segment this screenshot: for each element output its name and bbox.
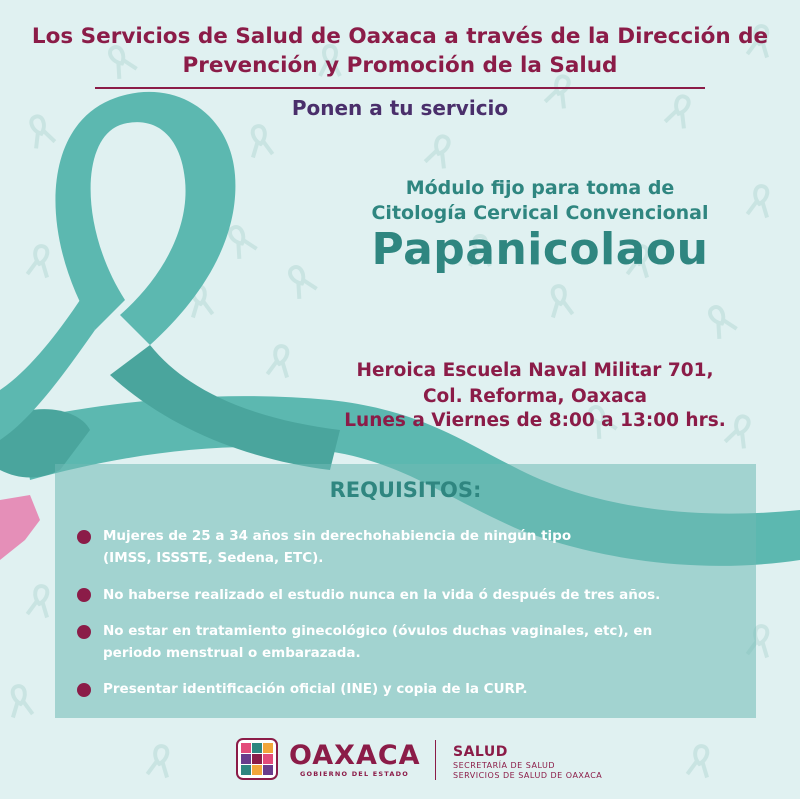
bullet-icon xyxy=(77,588,91,602)
address-line2: Col. Reforma, Oaxaca xyxy=(422,386,648,407)
bullet-icon xyxy=(77,683,91,697)
main-title: Papanicolaou xyxy=(371,224,709,275)
requirement-line: (IMSS, ISSSTE, Sedena, ETC). xyxy=(103,550,324,566)
requirement-item xyxy=(103,678,723,700)
bullet-icon xyxy=(77,625,91,639)
subheader: Ponen a tu servicio xyxy=(291,96,509,120)
requirement-line: No estar en tratamiento ginecológico (óvulos duchas vaginales, etc), en xyxy=(103,623,653,639)
module-line2: Citología Cervical Convencional xyxy=(371,202,709,224)
oaxaca-logo-icon xyxy=(236,738,278,780)
salud-line1: SECRETARÍA DE SALUD xyxy=(453,761,556,770)
requirement-line: No haberse realizado el estudio nunca en la vida ó después de tres años. xyxy=(103,587,661,603)
schedule-line: Lunes a Viernes de 8:00 a 13:00 hrs. xyxy=(344,410,726,431)
requirement-line: Presentar identificación oficial (INE) y copia de la CURP. xyxy=(103,681,528,697)
address-line1: Heroica Escuela Naval Militar 701, xyxy=(356,360,714,381)
header-title-line1: Los Servicios de Salud de Oaxaca a través de la Dirección de xyxy=(31,24,769,49)
module-line1: Módulo fijo para toma de xyxy=(405,177,675,199)
requirement-line: periodo menstrual o embarazada. xyxy=(103,645,361,661)
requirement-item xyxy=(103,620,723,664)
footer-divider xyxy=(435,740,436,780)
header-divider xyxy=(95,87,705,89)
salud-line2: SERVICIOS DE SALUD DE OAXACA xyxy=(453,771,603,780)
header-title xyxy=(20,22,780,80)
requirement-line: Mujeres de 25 a 34 años sin derechohabiencia de ningún tipo xyxy=(103,528,572,544)
brand-subtitle: GOBIERNO DEL ESTADO xyxy=(300,770,409,778)
requirements-title: REQUISITOS: xyxy=(329,478,482,502)
salud-label: SALUD xyxy=(453,744,508,760)
requirement-item xyxy=(103,584,723,606)
bullet-icon xyxy=(77,530,91,544)
header-title-line2: Prevención y Promoción de la Salud xyxy=(182,53,618,78)
requirement-item xyxy=(103,525,723,569)
brand-name: OAXACA xyxy=(289,740,421,771)
